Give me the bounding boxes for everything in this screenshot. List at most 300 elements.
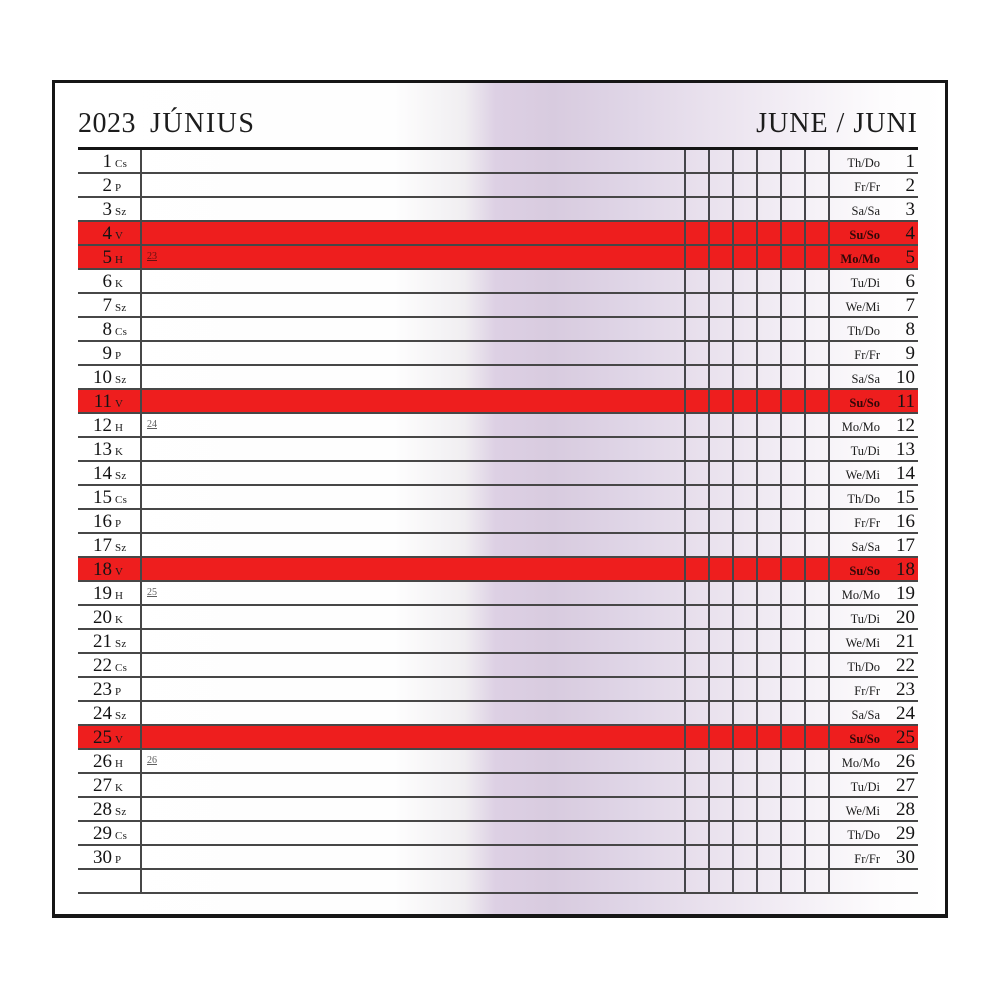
tick-cell <box>684 654 708 676</box>
tick-cell <box>732 462 756 484</box>
weekday-hu: K <box>115 278 124 290</box>
notes-area <box>142 702 684 724</box>
tick-cell <box>804 198 830 220</box>
tick-cell <box>684 390 708 412</box>
intl-label-cell <box>830 342 918 364</box>
tick-cell <box>708 726 732 748</box>
day-label-cell <box>78 366 142 388</box>
weekday-hu: H <box>115 758 124 770</box>
weekday-hu: P <box>115 854 122 866</box>
intl-label-cell <box>830 678 918 700</box>
day-number-right: 15 <box>896 487 915 508</box>
tick-cell <box>780 318 804 340</box>
intl-label-cell <box>830 606 918 628</box>
tick-cell <box>804 822 830 844</box>
tick-cell <box>756 582 780 604</box>
tick-cell <box>780 222 804 244</box>
day-label-cell <box>78 438 142 460</box>
tick-columns <box>684 150 830 172</box>
notes-area <box>142 510 684 532</box>
tick-cell <box>732 606 756 628</box>
day-number-left: 30 <box>93 847 112 868</box>
tick-cell <box>804 246 830 268</box>
tick-cell <box>732 390 756 412</box>
tick-cell <box>732 318 756 340</box>
notes-area <box>142 150 684 172</box>
day-number-right: 26 <box>896 751 915 772</box>
day-number-left: 8 <box>102 319 112 340</box>
weekday-hu: Sz <box>115 638 127 650</box>
tick-cell <box>708 558 732 580</box>
day-label-cell <box>78 486 142 508</box>
weekday-intl: Su/So <box>849 228 880 242</box>
notes-area <box>142 822 684 844</box>
empty-row <box>78 870 918 894</box>
tick-cell <box>756 486 780 508</box>
weekday-intl: We/Mi <box>845 300 880 314</box>
tick-cell <box>804 342 830 364</box>
day-row <box>78 390 918 414</box>
notes-area <box>142 774 684 796</box>
weekday-hu: P <box>115 350 122 362</box>
tick-cell <box>684 870 708 892</box>
day-number-right: 19 <box>896 583 915 604</box>
day-row <box>78 702 918 726</box>
tick-columns <box>684 486 830 508</box>
day-number-right: 24 <box>896 703 915 724</box>
day-row <box>78 174 918 198</box>
day-number-right: 13 <box>896 439 915 460</box>
tick-cell <box>756 318 780 340</box>
tick-columns <box>684 726 830 748</box>
tick-cell <box>708 438 732 460</box>
tick-cell <box>732 654 756 676</box>
tick-cell <box>804 750 830 772</box>
day-number-right: 6 <box>905 271 915 292</box>
notes-area <box>142 414 684 436</box>
notes-area <box>142 198 684 220</box>
tick-cell <box>756 606 780 628</box>
day-number-left: 9 <box>102 343 112 364</box>
day-number-left: 29 <box>93 823 112 844</box>
week-number: 24 <box>147 419 157 430</box>
tick-cell <box>708 798 732 820</box>
day-label-cell <box>78 462 142 484</box>
day-number-left: 23 <box>93 679 112 700</box>
notes-area <box>142 270 684 292</box>
day-label-cell <box>78 630 142 652</box>
weekday-hu: Cs <box>115 494 128 506</box>
tick-cell <box>708 822 732 844</box>
weekday-hu: V <box>115 566 124 578</box>
day-row <box>78 246 918 270</box>
notes-area <box>142 654 684 676</box>
weekday-intl: Th/Do <box>847 828 880 842</box>
week-number: 25 <box>147 587 157 598</box>
tick-cell <box>804 846 830 868</box>
tick-cell <box>684 174 708 196</box>
day-number-left: 4 <box>102 223 112 244</box>
header-left <box>78 108 255 140</box>
weekday-hu: Sz <box>115 206 127 218</box>
notes-area <box>142 390 684 412</box>
tick-cell <box>756 846 780 868</box>
day-row <box>78 606 918 630</box>
tick-cell <box>684 846 708 868</box>
day-number-right: 18 <box>896 559 915 580</box>
day-row <box>78 582 918 606</box>
tick-columns <box>684 462 830 484</box>
day-number-left: 2 <box>102 175 112 196</box>
tick-cell <box>708 534 732 556</box>
day-number-left: 7 <box>102 295 112 316</box>
tick-columns <box>684 582 830 604</box>
day-label-cell <box>78 654 142 676</box>
tick-cell <box>780 750 804 772</box>
day-number-left: 27 <box>93 775 112 796</box>
tick-cell <box>684 486 708 508</box>
tick-cell <box>804 678 830 700</box>
week-number: 26 <box>147 755 157 766</box>
day-number-right: 4 <box>905 223 915 244</box>
day-label-cell <box>78 222 142 244</box>
day-row <box>78 294 918 318</box>
day-number-left: 11 <box>93 391 112 412</box>
weekday-intl: We/Mi <box>845 636 880 650</box>
day-label-cell <box>78 726 142 748</box>
intl-label-cell <box>830 270 918 292</box>
day-row <box>78 822 918 846</box>
tick-cell <box>756 270 780 292</box>
tick-cell <box>756 774 780 796</box>
day-row <box>78 438 918 462</box>
tick-cell <box>780 342 804 364</box>
tick-cell <box>684 750 708 772</box>
intl-label-cell <box>830 582 918 604</box>
tick-columns <box>684 774 830 796</box>
tick-columns <box>684 654 830 676</box>
intl-label-cell <box>830 510 918 532</box>
weekday-hu: Sz <box>115 470 127 482</box>
day-label-cell <box>78 510 142 532</box>
weekday-hu: V <box>115 398 124 410</box>
tick-cell <box>780 870 804 892</box>
tick-cell <box>708 366 732 388</box>
tick-cell <box>780 390 804 412</box>
tick-cell <box>756 150 780 172</box>
weekday-intl: Mo/Mo <box>841 756 880 770</box>
tick-cell <box>756 198 780 220</box>
intl-label-cell <box>830 222 918 244</box>
day-label-cell <box>78 678 142 700</box>
weekday-hu: H <box>115 254 124 266</box>
weekday-intl: Th/Do <box>847 492 880 506</box>
tick-cell <box>756 222 780 244</box>
day-number-right: 21 <box>896 631 915 652</box>
tick-cell <box>684 438 708 460</box>
tick-cell <box>780 726 804 748</box>
notes-area <box>142 606 684 628</box>
intl-label-cell <box>830 486 918 508</box>
tick-cell <box>708 174 732 196</box>
weekday-hu: P <box>115 686 122 698</box>
weekday-intl: Fr/Fr <box>854 348 880 362</box>
tick-cell <box>780 198 804 220</box>
tick-cell <box>732 342 756 364</box>
intl-label-cell <box>830 294 918 316</box>
tick-cell <box>804 222 830 244</box>
day-number-left: 15 <box>93 487 112 508</box>
tick-cell <box>732 414 756 436</box>
intl-label-cell <box>830 846 918 868</box>
tick-cell <box>780 606 804 628</box>
tick-cell <box>780 798 804 820</box>
intl-label-cell <box>830 798 918 820</box>
tick-cell <box>780 702 804 724</box>
day-number-left: 26 <box>93 751 112 772</box>
tick-cell <box>804 630 830 652</box>
intl-label-cell <box>830 726 918 748</box>
weekday-hu: P <box>115 518 122 530</box>
tick-cell <box>732 798 756 820</box>
tick-columns <box>684 222 830 244</box>
tick-cell <box>732 438 756 460</box>
tick-cell <box>708 846 732 868</box>
tick-cell <box>708 294 732 316</box>
week-number: 23 <box>147 251 157 262</box>
day-number-right: 23 <box>896 679 915 700</box>
intl-label-cell <box>830 246 918 268</box>
tick-cell <box>732 870 756 892</box>
tick-cell <box>708 270 732 292</box>
tick-cell <box>804 414 830 436</box>
intl-label-cell <box>830 366 918 388</box>
intl-label-cell <box>830 462 918 484</box>
tick-cell <box>708 390 732 412</box>
tick-cell <box>684 726 708 748</box>
day-label-cell <box>78 414 142 436</box>
day-row <box>78 510 918 534</box>
tick-cell <box>804 294 830 316</box>
tick-cell <box>708 678 732 700</box>
tick-cell <box>780 582 804 604</box>
planner-page <box>52 80 948 918</box>
tick-cell <box>804 486 830 508</box>
tick-columns <box>684 846 830 868</box>
tick-cell <box>756 726 780 748</box>
tick-cell <box>708 342 732 364</box>
tick-cell <box>684 702 708 724</box>
day-label-cell <box>78 702 142 724</box>
tick-cell <box>780 150 804 172</box>
tick-cell <box>804 438 830 460</box>
tick-cell <box>804 702 830 724</box>
intl-label-cell <box>830 630 918 652</box>
day-row <box>78 726 918 750</box>
tick-cell <box>684 606 708 628</box>
intl-label-cell <box>830 174 918 196</box>
tick-cell <box>732 774 756 796</box>
day-row <box>78 198 918 222</box>
tick-cell <box>708 150 732 172</box>
tick-cell <box>708 774 732 796</box>
tick-columns <box>684 270 830 292</box>
tick-cell <box>804 654 830 676</box>
day-number-right: 8 <box>905 319 915 340</box>
day-number-left: 28 <box>93 799 112 820</box>
tick-cell <box>708 486 732 508</box>
weekday-hu: Sz <box>115 542 127 554</box>
tick-cell <box>708 414 732 436</box>
weekday-intl: Tu/Di <box>850 276 880 290</box>
notes-area <box>142 174 684 196</box>
day-label-cell <box>78 870 142 892</box>
tick-cell <box>780 510 804 532</box>
weekday-intl: Fr/Fr <box>854 180 880 194</box>
notes-area <box>142 870 684 892</box>
tick-cell <box>804 558 830 580</box>
day-number-right: 11 <box>896 391 915 412</box>
intl-label-cell <box>830 654 918 676</box>
notes-area <box>142 486 684 508</box>
intl-label-cell <box>830 750 918 772</box>
day-number-right: 5 <box>905 247 915 268</box>
weekday-intl: Su/So <box>849 396 880 410</box>
weekday-hu: V <box>115 734 124 746</box>
tick-columns <box>684 630 830 652</box>
intl-label-cell <box>830 534 918 556</box>
tick-columns <box>684 438 830 460</box>
weekday-hu: Sz <box>115 302 127 314</box>
tick-cell <box>780 366 804 388</box>
weekday-intl: Tu/Di <box>850 612 880 626</box>
tick-columns <box>684 822 830 844</box>
tick-cell <box>756 342 780 364</box>
tick-cell <box>756 510 780 532</box>
day-label-cell <box>78 246 142 268</box>
notes-area <box>142 294 684 316</box>
day-label-cell <box>78 774 142 796</box>
day-number-right: 17 <box>896 535 915 556</box>
notes-area <box>142 750 684 772</box>
weekday-hu: Sz <box>115 710 127 722</box>
tick-cell <box>708 582 732 604</box>
notes-area <box>142 222 684 244</box>
tick-cell <box>732 630 756 652</box>
day-row <box>78 750 918 774</box>
tick-cell <box>780 270 804 292</box>
notes-area <box>142 798 684 820</box>
tick-cell <box>804 390 830 412</box>
day-label-cell <box>78 390 142 412</box>
tick-cell <box>780 822 804 844</box>
day-number-right: 22 <box>896 655 915 676</box>
tick-cell <box>804 582 830 604</box>
tick-columns <box>684 750 830 772</box>
day-label-cell <box>78 750 142 772</box>
tick-columns <box>684 318 830 340</box>
notes-area <box>142 846 684 868</box>
day-number-left: 5 <box>102 247 112 268</box>
weekday-intl: Mo/Mo <box>841 588 880 602</box>
day-row <box>78 462 918 486</box>
tick-cell <box>732 150 756 172</box>
tick-cell <box>756 294 780 316</box>
intl-label-cell <box>830 438 918 460</box>
tick-cell <box>708 702 732 724</box>
tick-columns <box>684 510 830 532</box>
tick-cell <box>756 246 780 268</box>
tick-columns <box>684 606 830 628</box>
tick-cell <box>780 846 804 868</box>
intl-label-cell <box>830 414 918 436</box>
day-row <box>78 774 918 798</box>
day-number-right: 12 <box>896 415 915 436</box>
tick-columns <box>684 558 830 580</box>
tick-cell <box>708 606 732 628</box>
day-number-right: 20 <box>896 607 915 628</box>
tick-columns <box>684 414 830 436</box>
tick-cell <box>756 462 780 484</box>
notes-area <box>142 438 684 460</box>
day-row <box>78 486 918 510</box>
tick-cell <box>684 222 708 244</box>
day-row <box>78 654 918 678</box>
day-number-left: 13 <box>93 439 112 460</box>
tick-cell <box>732 726 756 748</box>
day-number-left: 14 <box>93 463 112 484</box>
notes-area <box>142 558 684 580</box>
tick-cell <box>756 390 780 412</box>
intl-label-cell <box>830 318 918 340</box>
tick-cell <box>804 534 830 556</box>
day-number-left: 24 <box>93 703 112 724</box>
weekday-intl: Su/So <box>849 564 880 578</box>
tick-cell <box>732 486 756 508</box>
day-number-left: 22 <box>93 655 112 676</box>
tick-cell <box>780 246 804 268</box>
tick-cell <box>684 774 708 796</box>
tick-cell <box>804 798 830 820</box>
tick-cell <box>780 414 804 436</box>
weekday-intl: Sa/Sa <box>851 372 880 386</box>
tick-cell <box>804 510 830 532</box>
day-row <box>78 342 918 366</box>
tick-cell <box>756 870 780 892</box>
tick-cell <box>684 318 708 340</box>
day-number-right: 14 <box>896 463 915 484</box>
day-row <box>78 366 918 390</box>
day-number-left: 10 <box>93 367 112 388</box>
tick-cell <box>732 822 756 844</box>
day-number-right: 29 <box>896 823 915 844</box>
tick-cell <box>756 822 780 844</box>
day-number-right: 7 <box>905 295 915 316</box>
day-label-cell <box>78 342 142 364</box>
tick-cell <box>684 534 708 556</box>
day-number-right: 16 <box>896 511 915 532</box>
tick-cell <box>780 678 804 700</box>
tick-cell <box>756 558 780 580</box>
day-label-cell <box>78 150 142 172</box>
weekday-hu: Cs <box>115 326 128 338</box>
tick-cell <box>732 198 756 220</box>
day-number-left: 1 <box>102 151 112 172</box>
tick-cell <box>684 150 708 172</box>
tick-cell <box>756 798 780 820</box>
day-label-cell <box>78 798 142 820</box>
tick-columns <box>684 534 830 556</box>
